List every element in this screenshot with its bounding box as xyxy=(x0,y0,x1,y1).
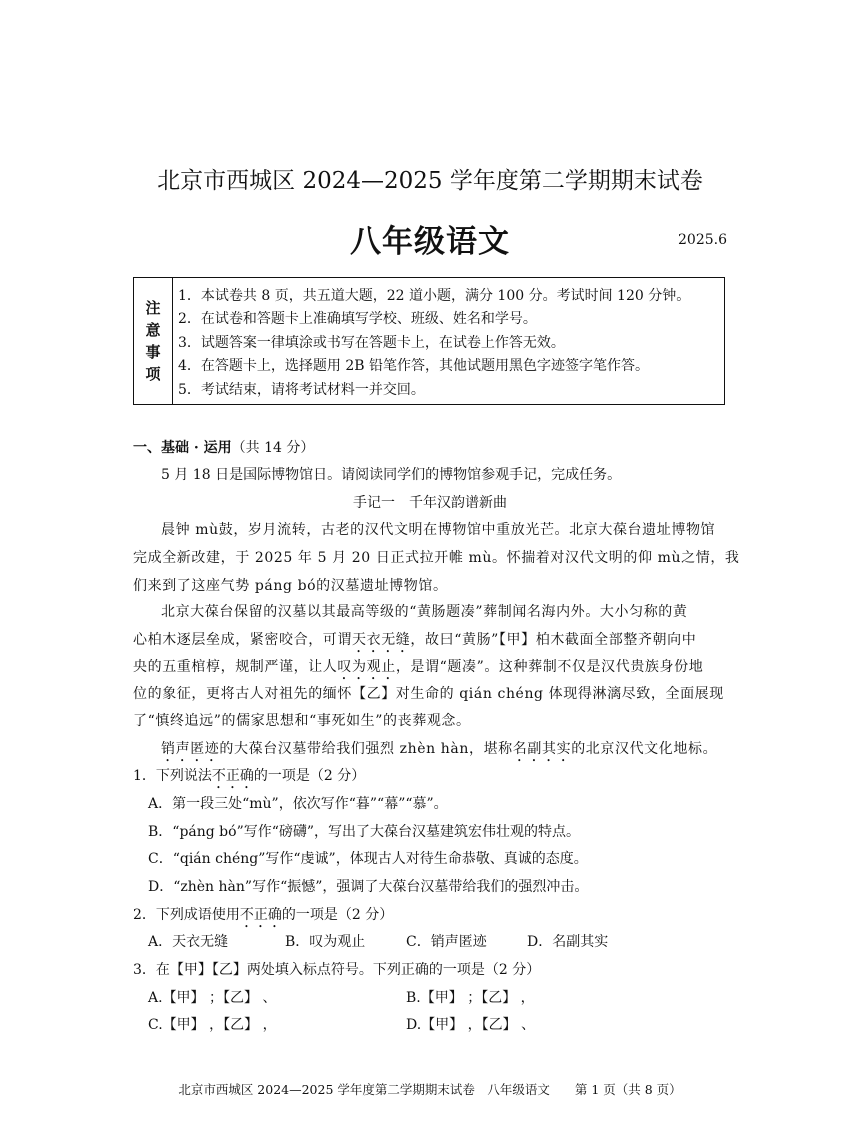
subject-title: 八年级语文 xyxy=(350,224,510,260)
notice-item: 3．试题答案一律填涂或书写在答题卡上，在试卷上作答无效。 xyxy=(178,334,565,351)
section-intro: 5 月 18 日是国际博物馆日。请阅读同学们的博物馆参观手记，完成任务。 xyxy=(161,467,622,483)
q2-option-a: A．天衣无缝 xyxy=(148,934,229,950)
q2-option-b: B．叹为观止 xyxy=(285,934,366,950)
notice-item: 4．在答题卡上，选择题用 2B 铅笔作答，其他试题用黑色字迹签字笔作答。 xyxy=(178,358,650,375)
question-2-stem: 2．下列成语使用不正确的一项是（2 分） xyxy=(133,907,394,923)
question-1-stem: 1．下列说法不正确的一项是（2 分） xyxy=(133,768,366,784)
notice-heading xyxy=(134,278,173,404)
q1-option-a: A．第一段三处“mù”，依次写作“暮”“幕”“慕”。 xyxy=(148,796,448,812)
section-title: 一、基础 · 运用 xyxy=(133,440,232,456)
q1-option-d: D．“zhèn hàn”写作“振憾”，强调了大葆台汉墓带给我们的强烈冲击。 xyxy=(148,879,589,895)
q2-option-c: C．销声匿迹 xyxy=(406,934,487,950)
idiom-emphasis: 销声匿迹 xyxy=(161,741,220,757)
idiom-emphasis: 叹为观止 xyxy=(337,659,396,675)
para1-line: 们来到了这座气势 páng bó的汉墓遗址博物馆。 xyxy=(133,578,448,594)
para3-line: 销声匿迹的大葆台汉墓带给我们强烈 zhèn hàn，堪称名副其实的北京汉代文化地标。 xyxy=(161,741,718,757)
notice-head-char: 注 xyxy=(145,299,161,317)
q3-option-b: B.【甲】 ；【乙】 ， xyxy=(406,990,535,1006)
para1-line: 晨钟 mù鼓，岁月流转，古老的汉代文明在博物馆中重放光芒。北京大葆台遗址博物馆 xyxy=(161,522,716,538)
notice-item: 2．在试卷和答题卡上准确填写学校、班级、姓名和学号。 xyxy=(178,311,537,328)
para1-line: 完成全新改建，于 2025 年 5 月 20 日正式拉开帷 mù。怀揣着对汉代文明的仰 mù之情，我 xyxy=(133,550,740,566)
notice-head-char: 事 xyxy=(145,343,161,361)
page-footer: 北京市西城区 2024—2025 学年度第二学期期末试卷 八年级语文 第 1 页（共 8 页） xyxy=(178,1082,682,1097)
notice-head-char: 项 xyxy=(145,365,161,383)
q3-option-c: C.【甲】 ，【乙】 ， xyxy=(148,1017,277,1033)
para2-line: 央的五重棺椁，规制严谨，让人叹为观止，是谓“题凑”。这种葬制不仅是汉代贵族身份地 xyxy=(133,659,704,675)
notice-item: 1．本试卷共 8 页，共五道大题，22 道小题，满分 100 分。考试时间 120 分钟。 xyxy=(178,288,691,304)
q2-option-d: D．名副其实 xyxy=(527,934,609,950)
q3-option-d: D.【甲】 ，【乙】 、 xyxy=(406,1017,536,1033)
para2-line: 心柏木逐层垒成，紧密咬合，可谓天衣无缝，故曰“黄肠”【甲】柏木截面全部整齐朝向中 xyxy=(133,632,697,648)
section-heading xyxy=(133,437,314,457)
para2-line: 了“慎终追远”的儒家思想和“事死如生”的丧葬观念。 xyxy=(133,713,471,729)
notice-list xyxy=(178,285,690,402)
exam-date: 2025.6 xyxy=(678,232,727,248)
para2-line: 北京大葆台保留的汉墓以其最高等级的“黄肠题凑”葬制闻名海内外。大小匀称的黄 xyxy=(161,604,688,620)
idiom-emphasis: 名副其实 xyxy=(512,741,572,757)
note-title: 手记一 千年汉韵谱新曲 xyxy=(353,495,507,511)
para2-line: 位的象征，更将古人对祖先的缅怀【乙】对生命的 qián chéng 体现得淋漓尽致，全面展现 xyxy=(133,686,724,702)
question-3-stem: 3．在【甲】【乙】两处填入标点符号。下列正确的一项是（2 分） xyxy=(133,962,541,978)
section-score: （共 14 分） xyxy=(231,440,315,456)
exam-title: 北京市西城区 2024—2025 学年度第二学期期末试卷 xyxy=(157,168,703,194)
notice-head-char: 意 xyxy=(145,321,161,339)
notice-item: 5．考试结束，请将考试材料一并交回。 xyxy=(178,381,425,398)
q3-option-a: A.【甲】 ；【乙】 、 xyxy=(148,990,277,1006)
notice-box xyxy=(133,277,725,405)
q1-option-b: B．“páng bó”写作“磅礴”，写出了大葆台汉墓建筑宏伟壮观的特点。 xyxy=(148,824,581,840)
idiom-emphasis: 天衣无缝 xyxy=(352,632,411,648)
q1-option-c: C．“qián chéng”写作“虔诚”，体现古人对待生命恭敬、真诚的态度。 xyxy=(148,851,588,867)
